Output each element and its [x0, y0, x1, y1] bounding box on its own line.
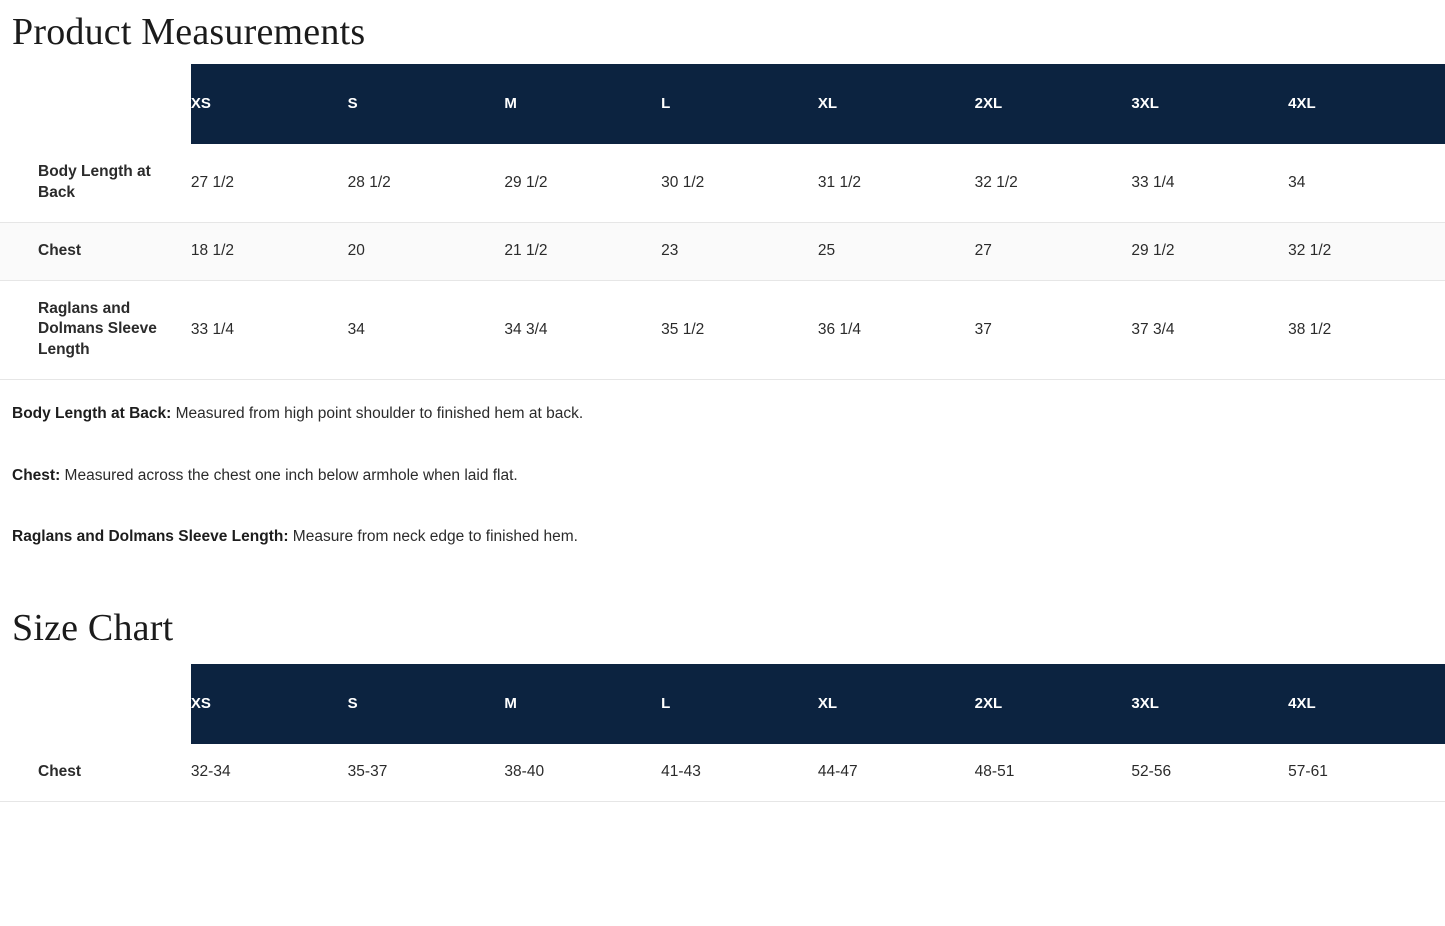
column-header-s: S — [348, 64, 505, 144]
note-body-length — [12, 402, 1433, 425]
size-chart-column-header-4xl: 4XL — [1288, 664, 1445, 744]
cell-body-length-m: 29 1/2 — [504, 144, 661, 222]
size-chart-cell-chest-xs: 32-34 — [191, 744, 348, 801]
cell-sleeve-xl: 36 1/4 — [818, 280, 975, 380]
table-row — [0, 280, 1445, 380]
cell-sleeve-4xl: 38 1/2 — [1288, 280, 1445, 380]
size-chart-corner-cell — [0, 664, 191, 744]
size-chart-cell-chest-4xl: 57-61 — [1288, 744, 1445, 801]
cell-body-length-xl: 31 1/2 — [818, 144, 975, 222]
size-chart-header-row — [0, 664, 1445, 744]
table-header-row — [0, 64, 1445, 144]
cell-sleeve-s: 34 — [348, 280, 505, 380]
column-header-xl: XL — [818, 64, 975, 144]
cell-chest-4xl: 32 1/2 — [1288, 222, 1445, 280]
cell-sleeve-3xl: 37 3/4 — [1131, 280, 1288, 380]
page-title-size-chart: Size Chart — [12, 607, 174, 650]
cell-sleeve-m: 34 3/4 — [504, 280, 661, 380]
cell-body-length-4xl: 34 — [1288, 144, 1445, 222]
size-chart-cell-chest-s: 35-37 — [348, 744, 505, 801]
note-term-chest: Chest: — [12, 466, 61, 484]
cell-chest-s: 20 — [348, 222, 505, 280]
table-corner-cell — [0, 64, 191, 144]
note-text-sleeve-length: Measure from neck edge to finished hem. — [288, 527, 578, 545]
measurement-notes — [0, 380, 1445, 548]
size-chart-cell-chest-l: 41-43 — [661, 744, 818, 801]
size-chart-row-label-chest: Chest — [0, 744, 191, 801]
section-spacer — [0, 548, 1445, 596]
size-chart-cell-chest-2xl: 48-51 — [975, 744, 1132, 801]
size-chart-column-header-xl: XL — [818, 664, 975, 744]
column-header-3xl: 3XL — [1131, 64, 1288, 144]
cell-chest-xs: 18 1/2 — [191, 222, 348, 280]
row-label-body-length: Body Length at Back — [0, 144, 191, 222]
cell-chest-2xl: 27 — [975, 222, 1132, 280]
cell-body-length-2xl: 32 1/2 — [975, 144, 1132, 222]
size-chart-column-header-2xl: 2XL — [975, 664, 1132, 744]
cell-chest-l: 23 — [661, 222, 818, 280]
note-text-chest: Measured across the chest one inch below armhole when laid flat. — [60, 466, 518, 484]
cell-chest-m: 21 1/2 — [504, 222, 661, 280]
note-text-body-length: Measured from high point shoulder to finished hem at back. — [171, 405, 584, 423]
note-term-sleeve-length: Raglans and Dolmans Sleeve Length: — [12, 527, 289, 545]
column-header-2xl: 2XL — [975, 64, 1132, 144]
cell-sleeve-xs: 33 1/4 — [191, 280, 348, 380]
column-header-xs: XS — [191, 64, 348, 144]
size-chart-cell-chest-m: 38-40 — [504, 744, 661, 801]
column-header-l: L — [661, 64, 818, 144]
note-sleeve-length — [12, 525, 1433, 548]
cell-chest-3xl: 29 1/2 — [1131, 222, 1288, 280]
product-measurements-table — [0, 64, 1445, 381]
column-header-4xl: 4XL — [1288, 64, 1445, 144]
size-chart-column-header-m: M — [504, 664, 661, 744]
cell-body-length-3xl: 33 1/4 — [1131, 144, 1288, 222]
cell-body-length-xs: 27 1/2 — [191, 144, 348, 222]
size-chart-cell-chest-xl: 44-47 — [818, 744, 975, 801]
page-title-product-measurements: Product Measurements — [12, 11, 366, 53]
size-chart-column-header-xs: XS — [191, 664, 348, 744]
cell-body-length-l: 30 1/2 — [661, 144, 818, 222]
size-chart-column-header-l: L — [661, 664, 818, 744]
cell-sleeve-2xl: 37 — [975, 280, 1132, 380]
cell-chest-xl: 25 — [818, 222, 975, 280]
note-term-body-length: Body Length at Back: — [12, 405, 172, 423]
cell-body-length-s: 28 1/2 — [348, 144, 505, 222]
size-chart-column-header-3xl: 3XL — [1131, 664, 1288, 744]
row-label-sleeve-length: Raglans and Dolmans Sleeve Length — [0, 280, 191, 380]
size-chart-table — [0, 664, 1445, 802]
column-header-m: M — [504, 64, 661, 144]
table-row — [0, 744, 1445, 801]
size-chart-cell-chest-3xl: 52-56 — [1131, 744, 1288, 801]
note-chest — [12, 464, 1433, 487]
size-chart-column-header-s: S — [348, 664, 505, 744]
cell-sleeve-l: 35 1/2 — [661, 280, 818, 380]
table-row — [0, 144, 1445, 222]
table-row — [0, 222, 1445, 280]
row-label-chest: Chest — [0, 222, 191, 280]
